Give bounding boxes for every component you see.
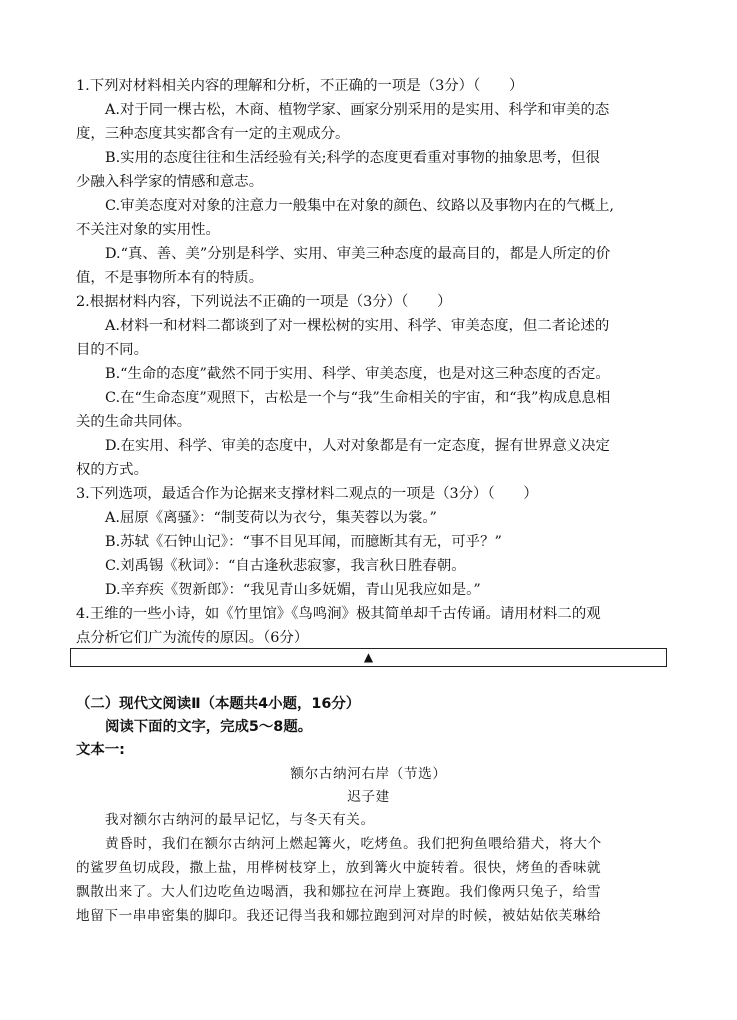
q1-option-b: B.实用的态度往往和生活经验有关;科学的态度更看重对事物的抽象思考，但很 — [105, 150, 600, 166]
q2-option-c: C.在“生命态度”观照下，古松是一个与“我”生命相关的宇宙，和“我”构成息息相 — [105, 390, 611, 406]
q1-option-a-cont: 度，三种态度其实都含有一定的主观成分。 — [76, 126, 350, 142]
passage-paragraph-1: 我对额尔古纳河的最早记忆，与冬天有关。 — [105, 812, 375, 828]
text-label: 文本一: — [76, 742, 125, 758]
passage-author: 迟子建 — [347, 789, 390, 805]
section-heading: （二）现代文阅读Ⅱ（本题共4小题，16分） — [76, 696, 361, 712]
q3-option-d: D.辛弃疾《贺新郎》：“我见青山多妩媚，青山见我应如是。” — [105, 582, 481, 598]
passage-paragraph-2: 黄昏时，我们在额尔古纳河上燃起篝火，吃烤鱼。我们把狗鱼喂给猎犬，将大个 — [105, 836, 602, 852]
q3-option-a: A.屈原《离骚》：“制芰荷以为衣兮，集芙蓉以为裳。” — [105, 510, 437, 526]
q2-option-c-cont: 关的生命共同体。 — [76, 414, 192, 430]
q1-option-d: D.“真、善、美”分别是科学、实用、审美三种态度的最高目的，都是人所定的价 — [105, 246, 611, 262]
passage-paragraph-2-line-2: 的鲨罗鱼切成段，撒上盐，用桦树枝穿上，放到篝火中旋转着。很快，烤鱼的香味就 — [76, 860, 602, 876]
q4-stem-cont: 点分析它们广为流传的原因。（6分） — [76, 630, 309, 646]
passage-paragraph-2-line-4: 地留下一串串密集的脚印。我还记得当我和娜拉跑到河对岸的时候，被姑姑依芙琳给 — [76, 908, 602, 924]
q2-option-d: D.在实用、科学、审美的态度中，人对对象都是有一定态度，握有世界意义决定 — [105, 438, 610, 454]
q3-stem: 3.下列选项，最适合作为论据来支撑材料二观点的一项是（3分）（ ） — [76, 486, 538, 502]
answer-marker-icon: ▲ — [363, 650, 374, 664]
passage-title: 额尔古纳河右岸（节选） — [290, 766, 447, 782]
passage-paragraph-2-line-3: 飘散出来了。大人们边吃鱼边喝酒，我和娜拉在河岸上赛跑。我们像两只兔子，给雪 — [76, 884, 602, 900]
q1-option-c-cont: 不关注对象的实用性。 — [76, 222, 220, 238]
q3-option-c: C.刘禹锡《秋词》：“自古逢秋悲寂寥，我言秋日胜春朝。 — [105, 558, 466, 574]
q1-option-c: C.审美态度对对象的注意力一般集中在对象的颜色、纹路以及事物内在的气概上, — [105, 198, 614, 214]
section-instruction: 阅读下面的文字，完成5～8题。 — [105, 719, 313, 735]
q2-option-a-cont: 目的不同。 — [76, 342, 148, 358]
q2-option-a: A.材料一和材料二都谈到了对一棵松树的实用、科学、审美态度，但二者论述的 — [105, 318, 610, 334]
q1-option-a: A.对于同一棵古松，木商、植物学家、画家分别采用的是实用、科学和审美的态 — [105, 102, 610, 118]
q1-option-b-cont: 少融入科学家的情感和意志。 — [76, 174, 264, 190]
q1-stem: 1.下列对材料相关内容的理解和分析，不正确的一项是（3分）（ ） — [76, 78, 524, 94]
q2-option-b: B.“生命的态度”截然不同于实用、科学、审美态度，也是对这三种态度的否定。 — [105, 366, 610, 382]
answer-box[interactable] — [70, 648, 667, 667]
q1-option-d-cont: 值，不是事物所本有的特质。 — [76, 270, 264, 286]
q3-option-b: B.苏轼《石钟山记》：“事不目见耳闻，而臆断其有无，可乎？” — [105, 534, 502, 550]
q4-stem: 4.王维的一些小诗，如《竹里馆》《鸟鸣涧》极其简单却千古传诵。请用材料二的观 — [76, 606, 601, 622]
q2-stem: 2.根据材料内容，下列说法不正确的一项是（3分）（ ） — [76, 294, 452, 310]
q2-option-d-cont: 权的方式。 — [76, 462, 148, 478]
